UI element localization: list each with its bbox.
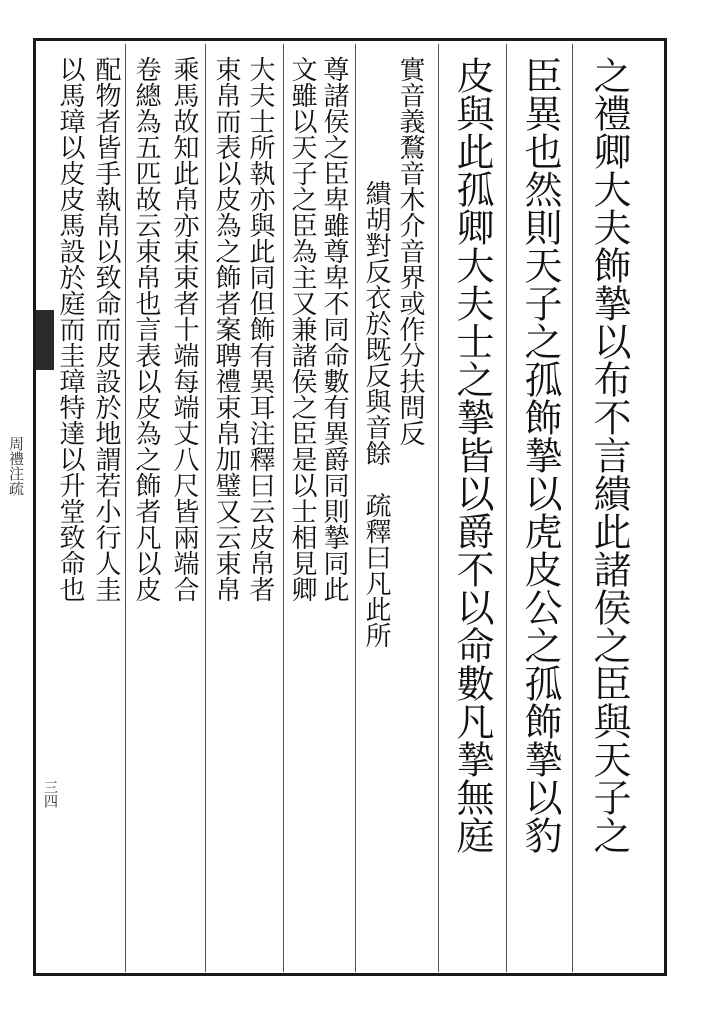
text-column-9: 束帛而表以皮為之飾者案聘禮束帛加璧又云束帛: [211, 56, 241, 602]
page-number: 三四: [42, 780, 58, 808]
fish-tail-mark: [36, 310, 54, 370]
text-column-8: 大夫士所執亦與此同但飾有異耳注釋曰云皮帛者: [245, 56, 275, 602]
column-rule: [355, 44, 356, 972]
text-column-12: 配物者皆手執帛以致命而皮設於地謂若小行人圭: [91, 56, 121, 602]
text-column-11: 卷總為五匹故云束帛也言表以皮為之飾者凡以皮: [131, 56, 161, 602]
text-column-2: 臣異也然則天子之孤飾摯以虎皮公之孤飾摯以豹: [518, 56, 562, 854]
text-column-3: 皮與此孤卿大夫士之摯皆以爵不以命數凡摯無庭: [450, 56, 494, 854]
text-column-13: 以馬璋以皮皮馬設於庭而圭璋特達以升堂致命也: [55, 56, 85, 602]
text-column-10: 乘馬故知此帛亦束束者十端每端丈八尺皆兩端合: [169, 56, 199, 602]
column-rule: [506, 44, 507, 972]
text-column-6: 尊諸侯之臣卑雖尊卑不同命數有異爵同則摯同此: [319, 56, 349, 602]
column-rule: [205, 44, 206, 972]
column-rule: [125, 44, 126, 972]
column-rule: [572, 44, 573, 972]
margin-title: 周禮注疏: [7, 436, 25, 496]
text-column-1: 之禮卿大夫飾摯以布不言繢此諸侯之臣與天子之: [587, 56, 631, 854]
text-column-5: 繢胡對反衣於既反與音餘 疏釋曰凡此所: [361, 180, 391, 648]
text-column-4: 實音義鶩音木介音界或作分扶問反: [395, 56, 425, 446]
text-column-7: 文雖以天子之臣為主又兼諸侯之臣是以士相見卿: [287, 56, 317, 602]
column-rule: [438, 44, 439, 972]
column-rule: [283, 44, 284, 972]
